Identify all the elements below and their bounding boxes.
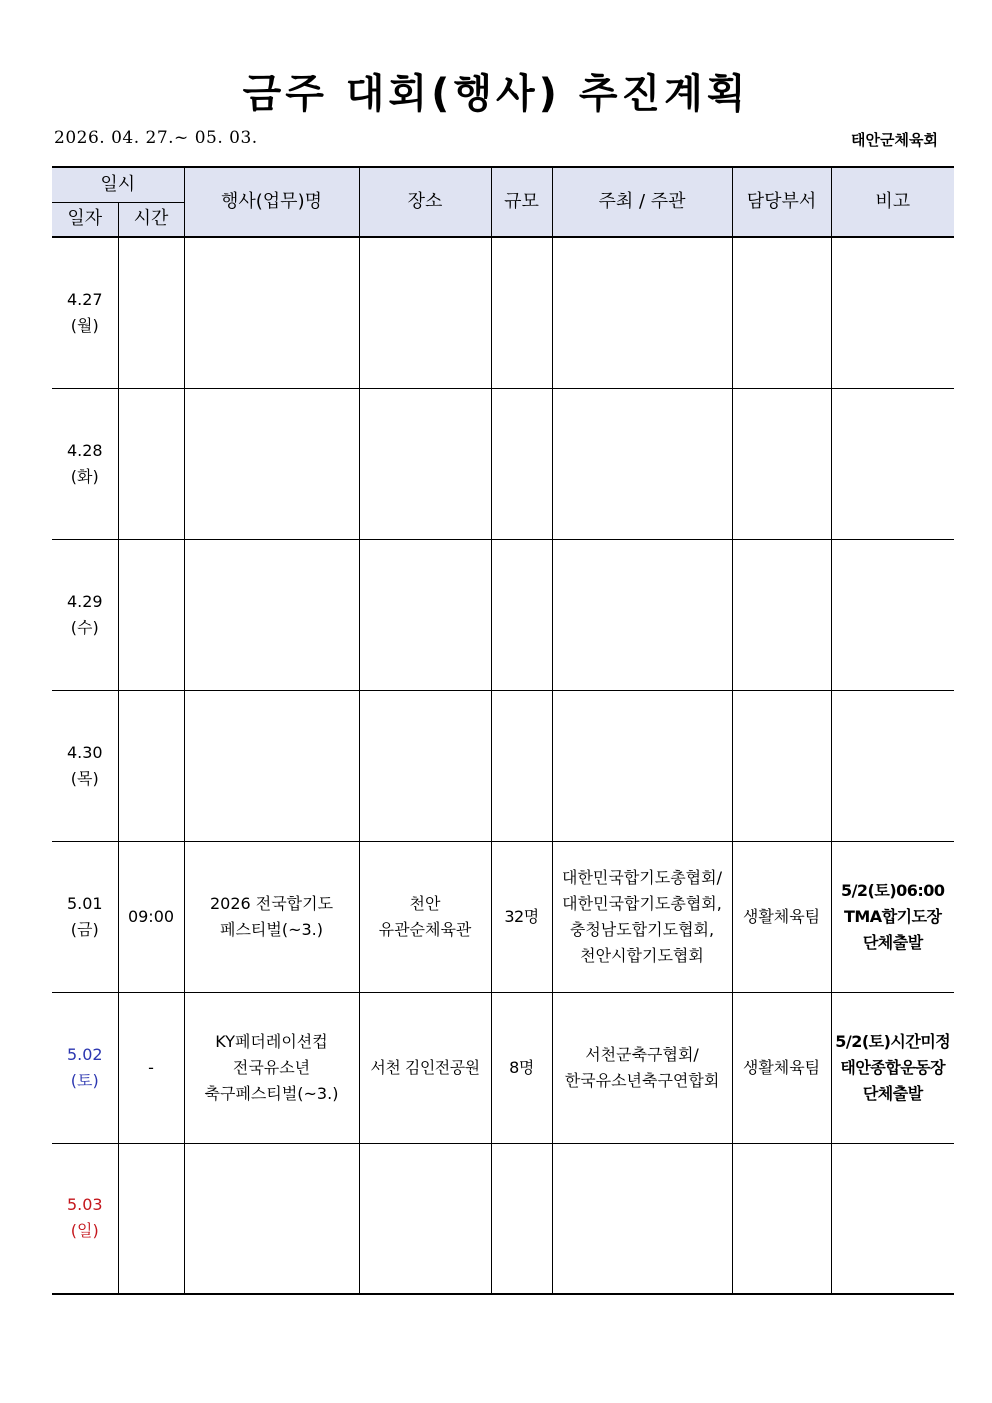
place-cell: [359, 388, 491, 539]
place-cell: [359, 690, 491, 841]
note-cell: 5/2(토)06:00 TMA합기도장 단체출발: [831, 841, 954, 992]
note-cell: [831, 1143, 954, 1294]
time-cell: [118, 1143, 184, 1294]
note-cell: [831, 690, 954, 841]
place-cell: [359, 539, 491, 690]
scale-cell: [491, 237, 552, 388]
event-cell: [184, 539, 359, 690]
dept-cell: [732, 539, 831, 690]
date-cell: 4.30 (목): [52, 690, 118, 841]
dept-cell: [732, 690, 831, 841]
host-cell: 대한민국합기도총협회/ 대한민국합기도총협회, 충청남도합기도협회, 천안시합기도협회: [552, 841, 732, 992]
scale-cell: [491, 690, 552, 841]
page-title: 금주 대회(행사) 추진계획: [242, 71, 750, 117]
note-cell: [831, 388, 954, 539]
dept-cell: [732, 237, 831, 388]
dept-cell: [732, 1143, 831, 1294]
scale-cell: [491, 388, 552, 539]
scale-cell: [491, 1143, 552, 1294]
host-cell: [552, 690, 732, 841]
time-cell: [118, 237, 184, 388]
schedule-table: [52, 166, 954, 1295]
date-cell: 5.03 (일): [52, 1143, 118, 1294]
organization-name: 태안군체육회: [851, 131, 938, 149]
event-cell: KY페더레이션컵 전국유소년 축구페스티벌(~3.): [184, 992, 359, 1143]
host-cell: [552, 539, 732, 690]
event-cell: 2026 전국합기도 페스티벌(~3.): [184, 841, 359, 992]
host-cell: [552, 1143, 732, 1294]
table-row: [52, 388, 954, 539]
place-cell: 서천 김인전공원: [359, 992, 491, 1143]
dept-cell: 생활체육팀: [732, 992, 831, 1143]
date-cell: 5.01 (금): [52, 841, 118, 992]
note-cell: [831, 237, 954, 388]
dept-cell: [732, 388, 831, 539]
date-cell: 5.02 (토): [52, 992, 118, 1143]
host-cell: 서천군축구협회/ 한국유소년축구연합회: [552, 992, 732, 1143]
table-row: [52, 237, 954, 388]
scale-cell: 32명: [491, 841, 552, 992]
date-cell: 4.29 (수): [52, 539, 118, 690]
note-cell: 5/2(토)시간미정 태안종합운동장 단체출발: [831, 992, 954, 1143]
time-cell: -: [118, 992, 184, 1143]
place-cell: [359, 237, 491, 388]
time-cell: [118, 388, 184, 539]
header-note: 비고: [831, 167, 954, 237]
header-datetime: 일시: [52, 167, 184, 202]
header-place: 장소: [359, 167, 491, 237]
event-cell: [184, 1143, 359, 1294]
header-host: 주최 / 주관: [552, 167, 732, 237]
event-cell: [184, 690, 359, 841]
table-row: [52, 539, 954, 690]
header-date: 일자: [52, 202, 118, 237]
schedule-period: 2026. 04. 27.~ 05. 03.: [54, 128, 258, 148]
header-scale: 규모: [491, 167, 552, 237]
header-time: 시간: [118, 202, 184, 237]
time-cell: 09:00: [118, 841, 184, 992]
time-cell: [118, 539, 184, 690]
table-row: [52, 992, 954, 1143]
place-cell: [359, 1143, 491, 1294]
header-dept: 담당부서: [732, 167, 831, 237]
table-row: [52, 1143, 954, 1294]
scale-cell: [491, 539, 552, 690]
header-event: 행사(업무)명: [184, 167, 359, 237]
dept-cell: 생활체육팀: [732, 841, 831, 992]
scale-cell: 8명: [491, 992, 552, 1143]
note-cell: [831, 539, 954, 690]
date-cell: 4.27 (월): [52, 237, 118, 388]
date-cell: 4.28 (화): [52, 388, 118, 539]
event-cell: [184, 388, 359, 539]
time-cell: [118, 690, 184, 841]
host-cell: [552, 388, 732, 539]
event-cell: [184, 237, 359, 388]
place-cell: 천안 유관순체육관: [359, 841, 491, 992]
table-row: [52, 690, 954, 841]
table-row: [52, 841, 954, 992]
host-cell: [552, 237, 732, 388]
